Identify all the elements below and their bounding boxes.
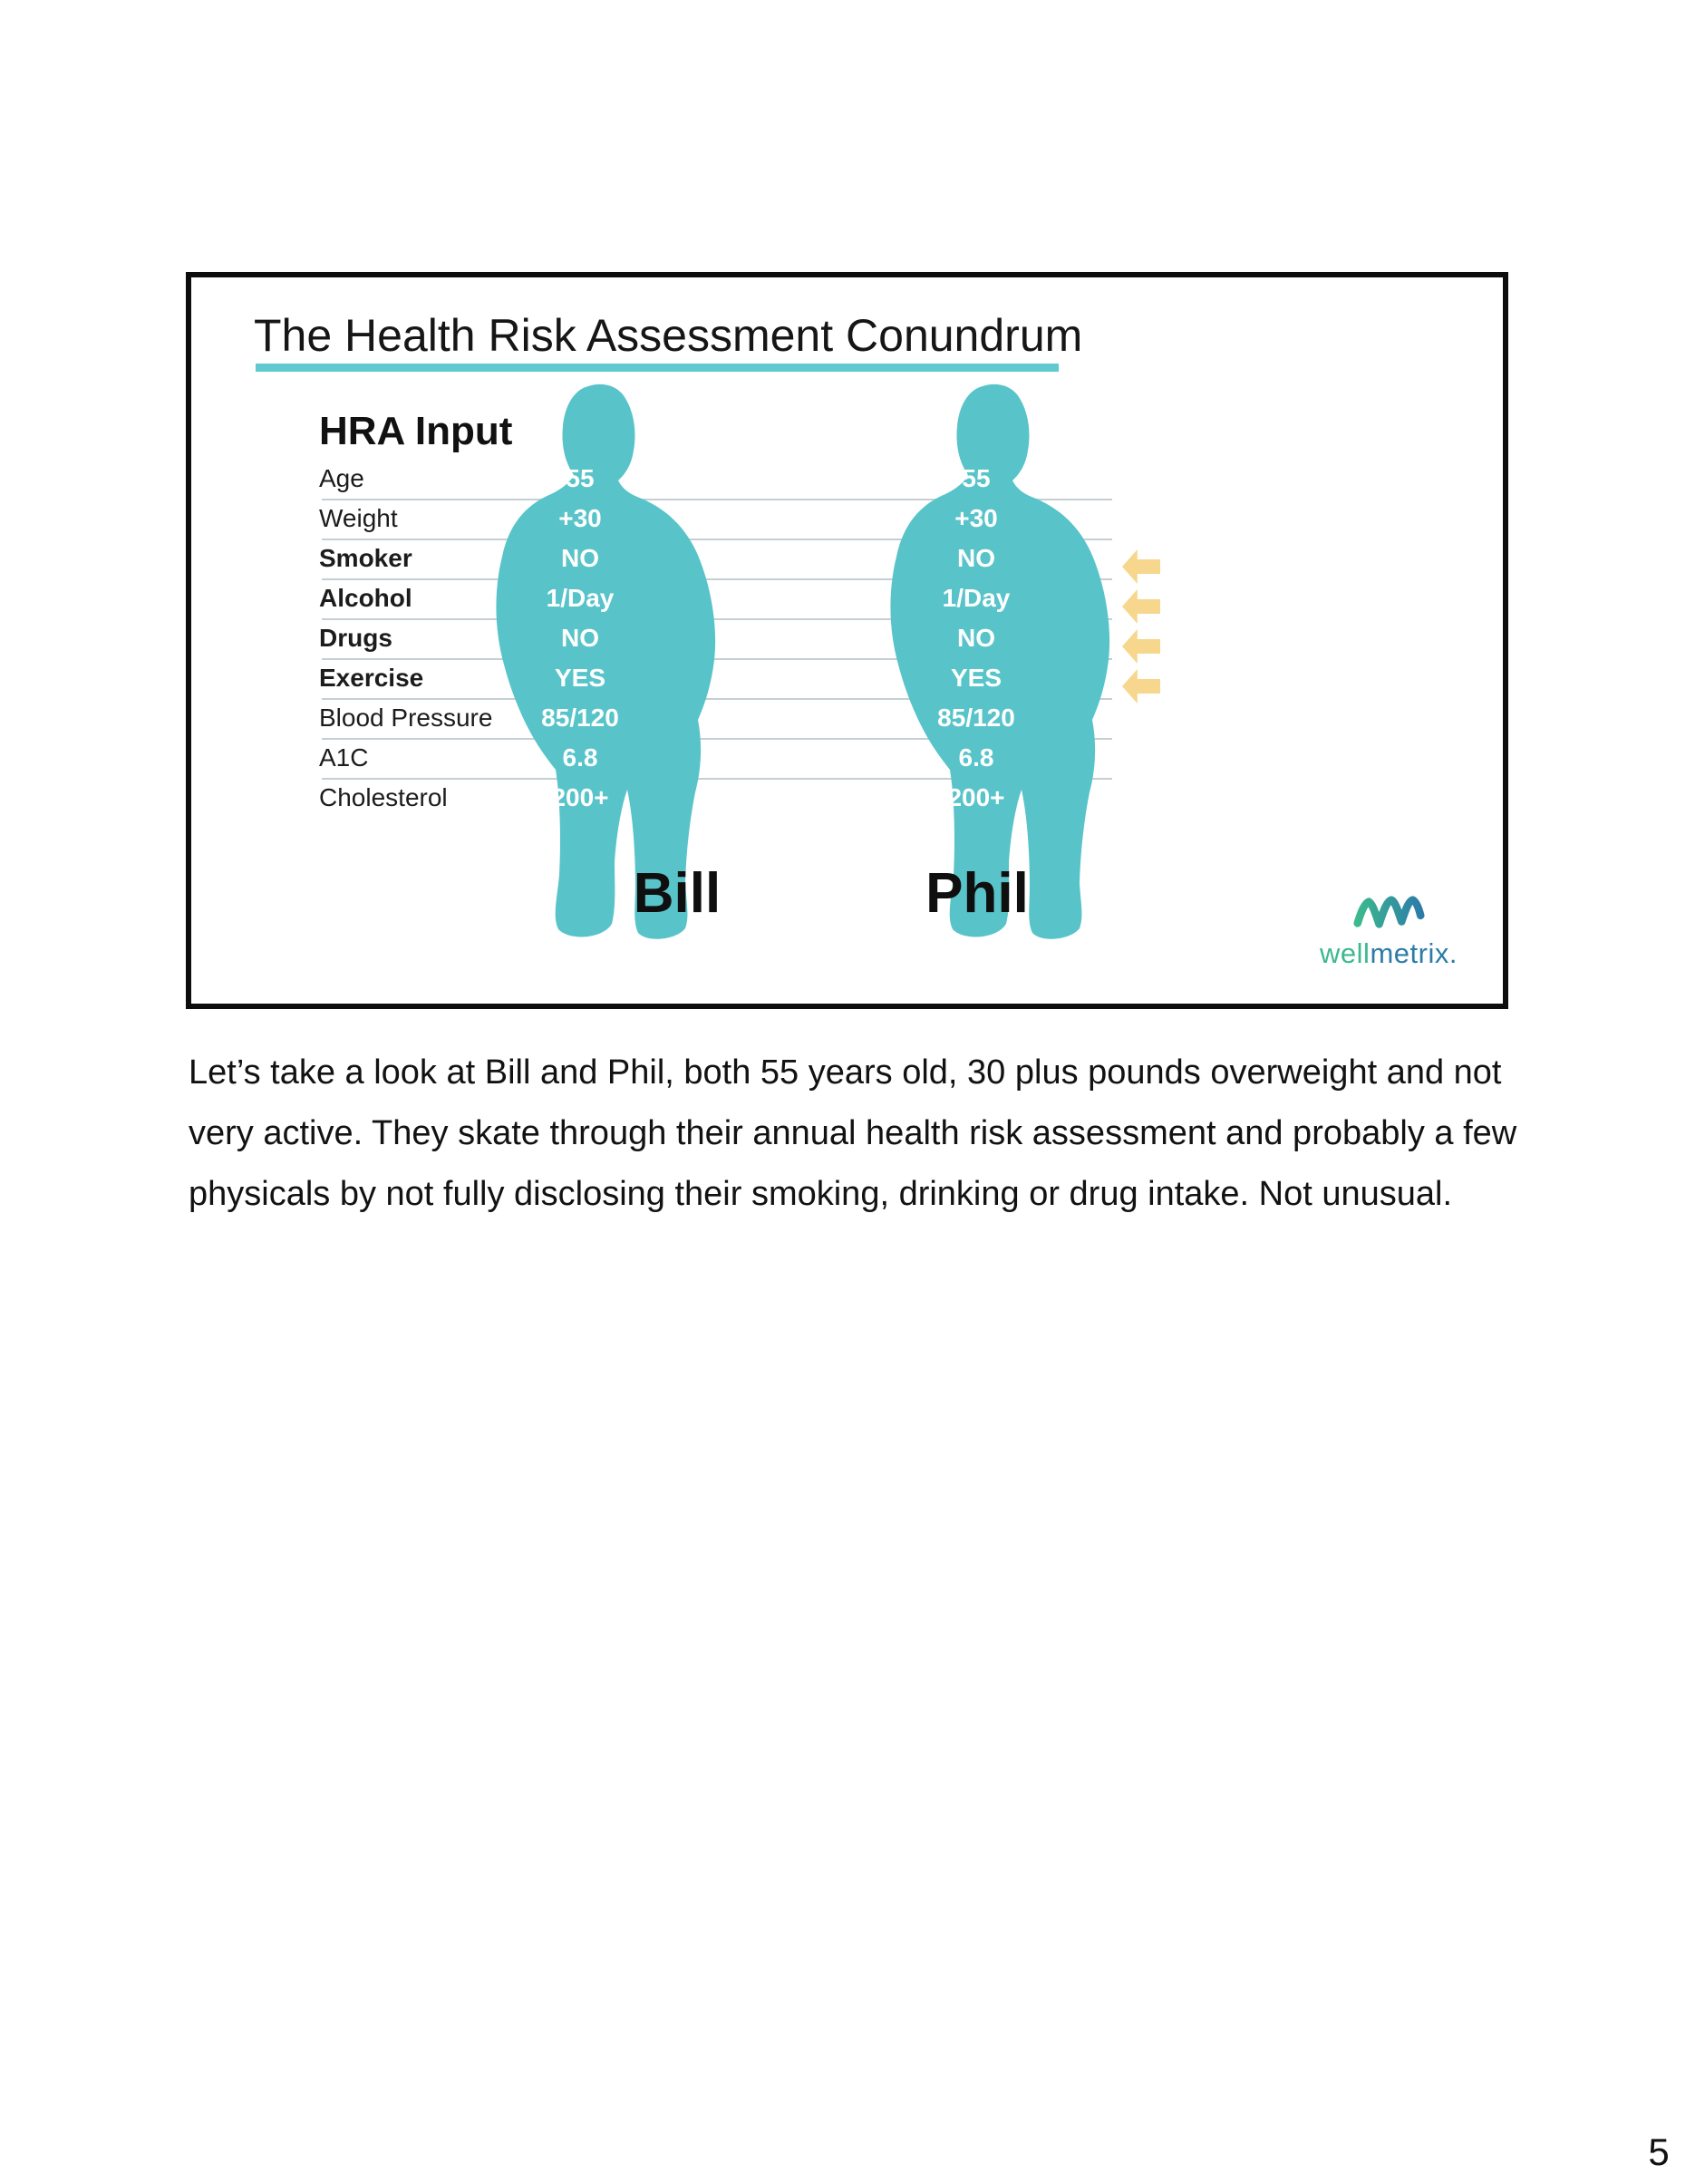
bill-label: Bill — [633, 862, 722, 925]
row-label-cholesterol: Cholesterol — [319, 783, 448, 811]
wellmetrix-wordmark — [1293, 937, 1484, 970]
phil-value-age: 55 — [962, 464, 991, 492]
left-arrow-icon — [1122, 629, 1160, 664]
logo-text-metrix: metrix — [1370, 937, 1449, 969]
phil-value-blood-pressure: 85/120 — [937, 704, 1015, 732]
bill-value-weight: +30 — [558, 504, 602, 532]
row-label-exercise: Exercise — [319, 664, 424, 692]
phil-value-exercise: YES — [950, 664, 1002, 692]
row-label-a1c: A1C — [319, 743, 369, 772]
row-label-alcohol: Alcohol — [319, 584, 412, 612]
row-label-age: Age — [319, 464, 364, 492]
phil-value-cholesterol: 200+ — [947, 783, 1005, 811]
left-arrow-icon — [1122, 669, 1160, 704]
row-label-drugs: Drugs — [319, 624, 392, 652]
row-label-blood-pressure: Blood Pressure — [319, 704, 493, 732]
wellmetrix-squiggle-icon — [1352, 892, 1425, 932]
bill-value-a1c: 6.8 — [562, 743, 598, 772]
row-label-smoker: Smoker — [319, 544, 412, 572]
phil-value-weight: +30 — [954, 504, 998, 532]
slide-title: The Health Risk Assessment Conundrum — [254, 310, 1083, 361]
left-arrow-icon — [1122, 589, 1160, 624]
phil-value-a1c: 6.8 — [958, 743, 994, 772]
row-label-weight: Weight — [319, 504, 398, 532]
logo-text-period: . — [1448, 937, 1458, 969]
title-underline — [256, 364, 1059, 372]
bill-value-cholesterol: 200+ — [551, 783, 609, 811]
bill-value-smoker: NO — [561, 544, 599, 572]
hra-input-heading: HRA Input — [319, 409, 513, 453]
bill-value-blood-pressure: 85/120 — [541, 704, 619, 732]
bill-value-alcohol: 1/Day — [546, 584, 615, 612]
page-number: 5 — [1648, 2131, 1670, 2173]
bill-value-exercise: YES — [554, 664, 606, 692]
phil-label: Phil — [925, 862, 1029, 925]
logo-text-well: well — [1320, 937, 1371, 969]
wellmetrix-logo — [1293, 892, 1484, 970]
phil-value-alcohol: 1/Day — [942, 584, 1011, 612]
phil-value-drugs: NO — [957, 624, 995, 652]
bill-value-age: 55 — [566, 464, 595, 492]
left-arrow-icon — [1122, 549, 1160, 584]
bill-value-drugs: NO — [561, 624, 599, 652]
slide-frame — [186, 272, 1508, 1009]
notes-paragraph: Let’s take a look at Bill and Phil, both 55 years old, 30 plus pounds overweight and not very active. They skate through their annual health risk assessment and probably a few physicals by not fully disclosing their smoking, drinking or drug intake. Not unusual. — [189, 1053, 1517, 1213]
phil-value-smoker: NO — [957, 544, 995, 572]
